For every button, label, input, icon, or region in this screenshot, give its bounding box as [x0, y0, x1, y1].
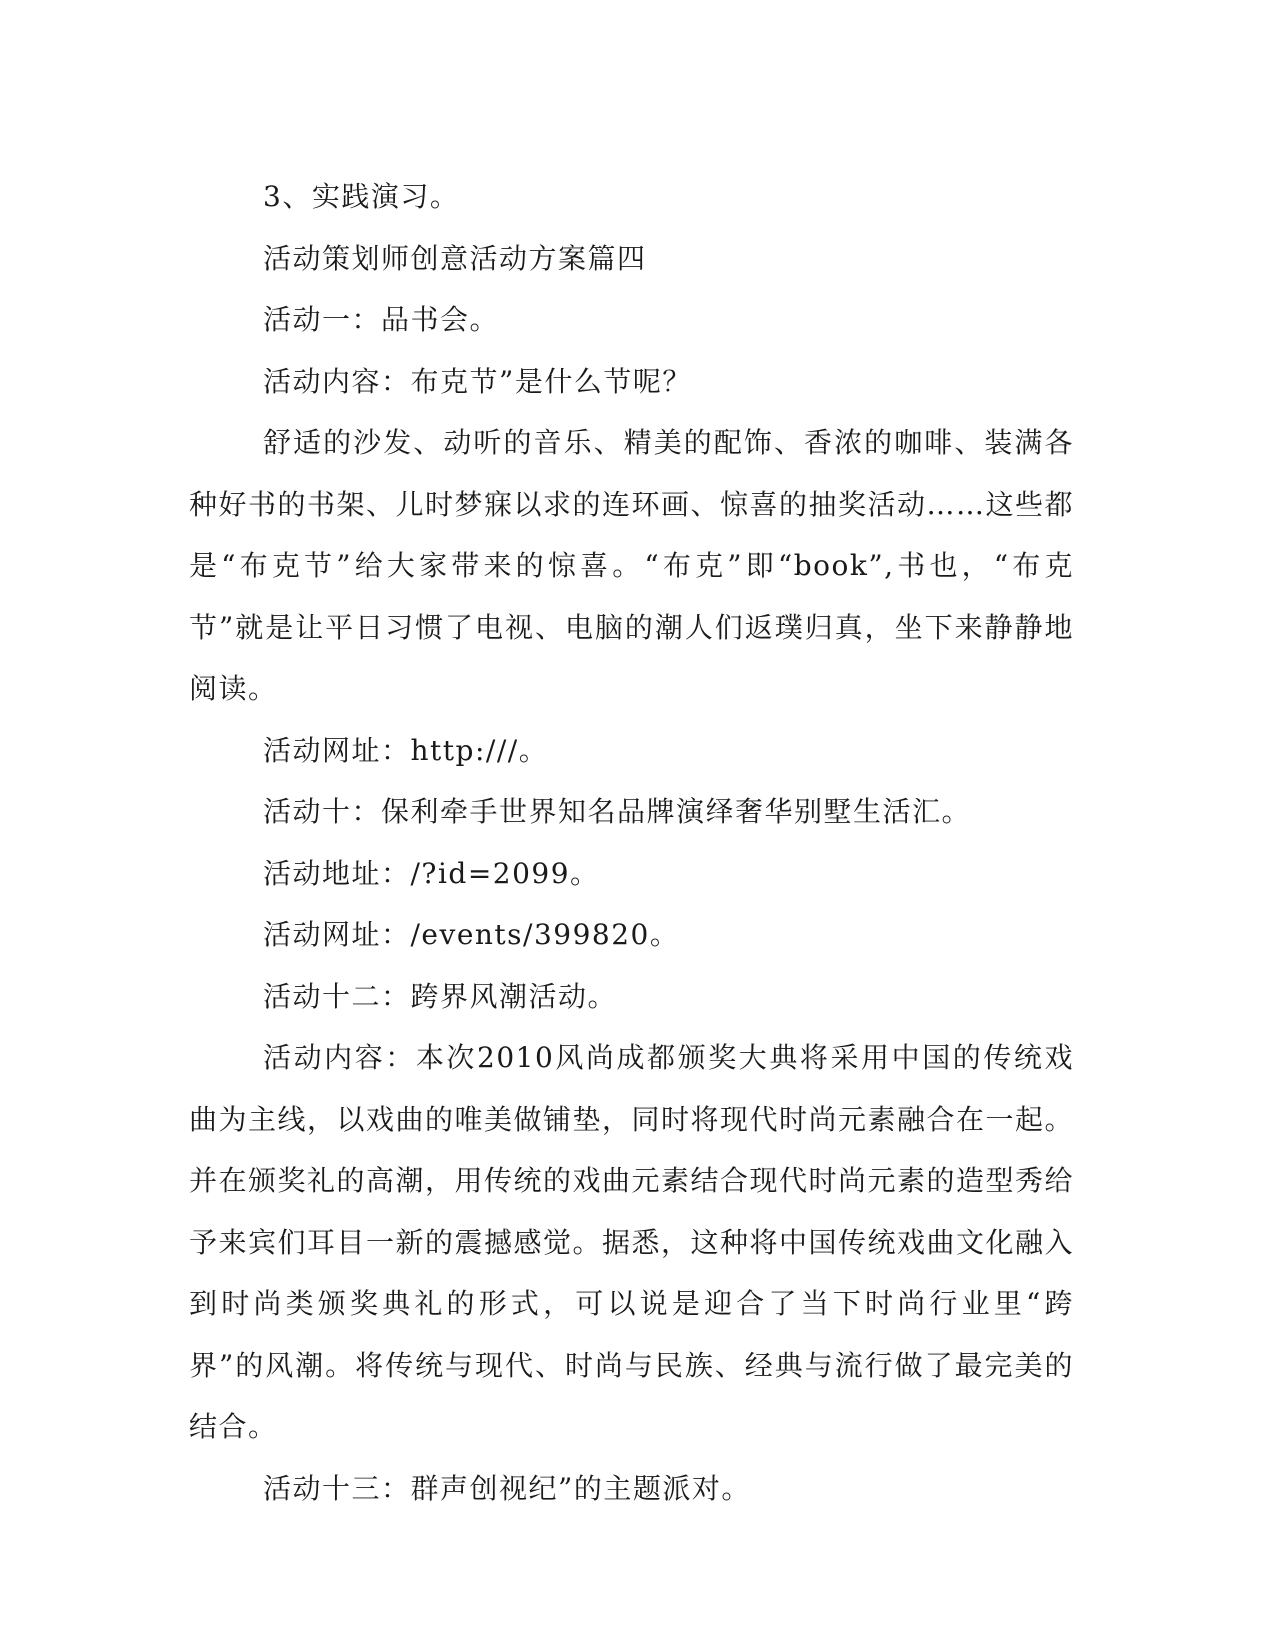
paragraph-activity-url-1: 活动网址：http:///。 [263, 733, 549, 767]
paragraph-activity-12: 活动十二：跨界风潮活动。 [263, 979, 618, 1013]
paragraph-activity-address: 活动地址：/?id=2099。 [263, 856, 600, 890]
paragraph-book-festival-description: 舒适的沙发、动听的音乐、精美的配饰、香浓的咖啡、装满各种好书的书架、儿时梦寐以求的连环画、惊喜的抽奖活动……这些都是“布克节”给大家带来的惊喜。“布克”即“book”,书也，“布克节”就是让平日习惯了电视、电脑的潮人们返璞归真，坐下来静静地阅读。 [189, 426, 1075, 705]
paragraph-practice-drill: 3、实践演习。 [263, 180, 460, 213]
paragraph-activity-12-content: 活动内容：本次2010风尚成都颁奖大典将采用中国的传统戏曲为主线，以戏曲的唯美做铺垫，同时将现代时尚元素融合在一起。并在颁奖礼的高潮，用传统的戏曲元素结合现代时尚元素的造型秀给予来宾们耳目一新的震撼感觉。据悉，这种将中国传统戏曲文化融入到时尚类颁奖典礼的形式，可以说是迎合了当下时尚行业里“跨界”的风潮。将传统与现代、时尚与民族、经典与流行做了最完美的结合。 [189, 1041, 1075, 1443]
document-body [189, 166, 1074, 1519]
paragraph-section-title: 活动策划师创意活动方案篇四 [263, 241, 647, 275]
paragraph-activity-1-content: 活动内容：布克节”是什么节呢？ [263, 364, 692, 398]
paragraph-activity-1: 活动一：品书会。 [263, 303, 500, 336]
paragraph-activity-13: 活动十三：群声创视纪”的主题派对。 [263, 1471, 751, 1505]
paragraph-activity-url-2: 活动网址：/events/399820。 [263, 918, 680, 951]
paragraph-activity-10: 活动十：保利牵手世界知名品牌演绎奢华别墅生活汇。 [263, 795, 972, 828]
